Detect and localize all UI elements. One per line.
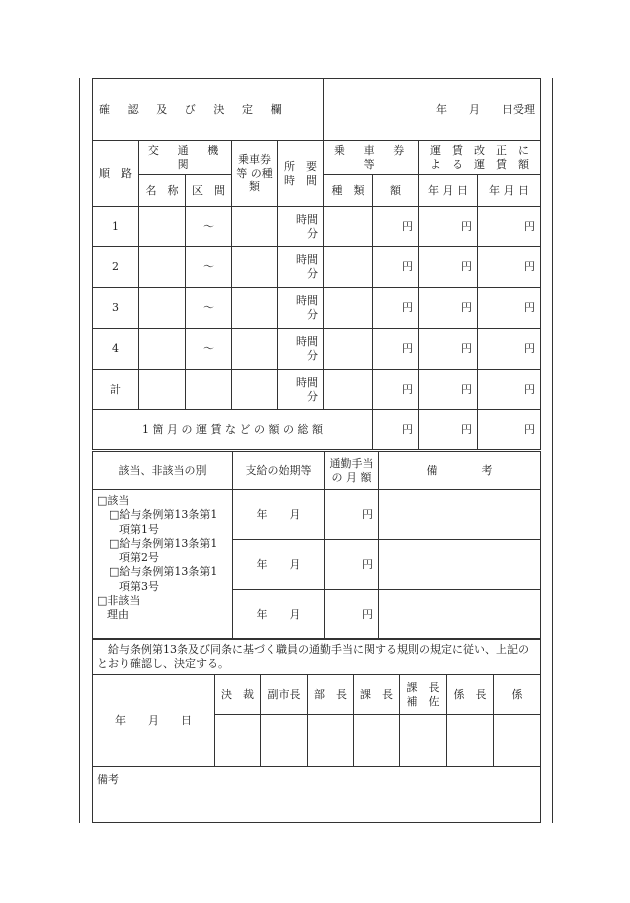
- col-time: 所 要 時 間: [278, 141, 324, 207]
- start-ym: 年 月: [233, 540, 325, 590]
- amount-cell: 円: [373, 288, 419, 329]
- col-monthly: 通勤手当 の 月 額: [325, 452, 379, 490]
- col-revision: 運 賃 改 正 に よ る 運 賃 額: [419, 141, 541, 175]
- name-cell: [139, 288, 186, 329]
- confirmation-title: 確 認 及 び 決 定 欄: [93, 79, 324, 141]
- checkbox-item-1[interactable]: □給与条例第13条第1: [109, 508, 218, 522]
- col-ticket: 乗 車 券 等: [324, 141, 419, 175]
- stamp-label-director: 部 長: [308, 675, 354, 715]
- col-ymd-2: 年 月 日: [478, 175, 541, 207]
- col-route: 順 路: [93, 141, 139, 207]
- name-cell: [139, 329, 186, 370]
- remarks-cell: [379, 490, 541, 540]
- amount-cell: 円: [373, 247, 419, 288]
- ticket-kind-cell: [232, 247, 278, 288]
- revision-amount-cell: 円: [419, 370, 478, 410]
- monthly-total-label: 1 箇 月 の 運 賃 な ど の 額 の 総 額: [93, 410, 373, 450]
- decision-table: [92, 638, 541, 823]
- stamp-box[interactable]: [261, 715, 308, 767]
- monthly-total-revision-1: 円: [419, 410, 478, 450]
- section-cell: ～: [186, 207, 232, 247]
- section-cell: ～: [186, 288, 232, 329]
- col-name: 名 称: [139, 175, 186, 207]
- checkbox-applicable[interactable]: □該当: [97, 494, 130, 507]
- received-date: 年 月 日受理: [324, 79, 541, 141]
- monthly-total-amount: 円: [373, 410, 419, 450]
- row-number: 3: [93, 288, 139, 329]
- reason-label: 理由: [107, 608, 129, 622]
- col-remarks: 備 考: [379, 452, 541, 490]
- time-cell: 時間 分: [278, 207, 324, 247]
- revision-amount-cell: 円: [478, 329, 541, 370]
- amount-cell: 円: [373, 329, 419, 370]
- table-row: [93, 207, 541, 247]
- monthly-yen: 円: [325, 490, 379, 540]
- stamp-label-section-chief: 課 長: [354, 675, 400, 715]
- ticket-kind-cell: [232, 370, 278, 410]
- eligibility-table: [92, 451, 541, 640]
- time-cell: 時間 分: [278, 288, 324, 329]
- time-cell: 時間 分: [278, 370, 324, 410]
- ticket-kind-cell: [232, 207, 278, 247]
- stamp-box[interactable]: [447, 715, 494, 767]
- col-section: 区 間: [186, 175, 232, 207]
- start-ym: 年 月: [233, 490, 325, 540]
- table-row: [93, 288, 541, 329]
- remarks-cell: [379, 590, 541, 640]
- time-cell: 時間 分: [278, 329, 324, 370]
- col-applicable: 該当、非該当の別: [93, 452, 233, 490]
- start-ym: 年 月: [233, 590, 325, 640]
- table-row: [93, 247, 541, 288]
- checkbox-not-applicable[interactable]: □非該当: [97, 594, 141, 608]
- stamp-box[interactable]: [215, 715, 261, 767]
- stamp-label-assistant-chief: 課 長 補 佐: [400, 675, 447, 715]
- monthly-yen: 円: [325, 540, 379, 590]
- section-cell: ～: [186, 247, 232, 288]
- row-number: 1: [93, 207, 139, 247]
- ticket-kind-cell: [232, 288, 278, 329]
- revision-amount-cell: 円: [478, 370, 541, 410]
- stamp-box[interactable]: [308, 715, 354, 767]
- kind-cell: [324, 288, 373, 329]
- col-transport: 交 通 機 関: [139, 141, 232, 175]
- checkbox-item-2[interactable]: □給与条例第13条第1: [109, 536, 218, 550]
- revision-amount-cell: 円: [478, 288, 541, 329]
- section-cell: [186, 370, 232, 410]
- route-table: [92, 78, 541, 450]
- item-2-sub: 項第2号: [119, 551, 159, 565]
- stamp-box[interactable]: [354, 715, 400, 767]
- stamp-label-staff: 係: [494, 675, 541, 715]
- col-ymd-1: 年 月 日: [419, 175, 478, 207]
- kind-cell: [324, 329, 373, 370]
- right-binding-line: [552, 78, 553, 823]
- stamp-label-approval: 決 裁: [215, 675, 261, 715]
- table-row-total: [93, 370, 541, 410]
- col-kind: 種 類: [324, 175, 373, 207]
- revision-amount-cell: 円: [419, 288, 478, 329]
- ticket-kind-cell: [232, 329, 278, 370]
- table-row: [93, 329, 541, 370]
- revision-amount-cell: 円: [478, 207, 541, 247]
- remarks-label: 備考: [97, 773, 119, 786]
- monthly-total-row: [93, 410, 541, 450]
- name-cell: [139, 247, 186, 288]
- item-3-sub: 項第3号: [119, 579, 159, 593]
- col-start: 支給の始期等: [233, 452, 325, 490]
- name-cell: [139, 370, 186, 410]
- monthly-total-revision-2: 円: [478, 410, 541, 450]
- col-amount: 額: [373, 175, 419, 207]
- stamp-box[interactable]: [400, 715, 447, 767]
- amount-cell: 円: [373, 207, 419, 247]
- monthly-yen: 円: [325, 590, 379, 640]
- col-ticket-kind: 乗車券等 の種類: [232, 141, 278, 207]
- kind-cell: [324, 370, 373, 410]
- row-number: 4: [93, 329, 139, 370]
- decision-date: 年 月 日: [93, 675, 215, 767]
- revision-amount-cell: 円: [419, 247, 478, 288]
- total-label: 計: [93, 370, 139, 410]
- kind-cell: [324, 247, 373, 288]
- revision-amount-cell: 円: [478, 247, 541, 288]
- time-cell: 時間 分: [278, 247, 324, 288]
- stamp-label-deputy-mayor: 副市長: [261, 675, 308, 715]
- remarks-cell: [379, 540, 541, 590]
- decision-statement: 給与条例第13条及び同条に基づく職員の通勤手当に関する規則の規定に従い、上記のとおり確認し、決定する。: [93, 639, 541, 675]
- stamp-label-subsection-chief: 係 長: [447, 675, 494, 715]
- kind-cell: [324, 207, 373, 247]
- item-1-sub: 項第1号: [119, 522, 159, 536]
- checkbox-item-3[interactable]: □給与条例第13条第1: [109, 565, 218, 579]
- revision-amount-cell: 円: [419, 329, 478, 370]
- remarks-box[interactable]: [93, 767, 541, 823]
- row-number: 2: [93, 247, 139, 288]
- applicable-checklist: [93, 490, 233, 640]
- name-cell: [139, 207, 186, 247]
- amount-cell: 円: [373, 370, 419, 410]
- left-binding-line: [79, 78, 80, 823]
- stamp-box[interactable]: [494, 715, 541, 767]
- revision-amount-cell: 円: [419, 207, 478, 247]
- section-cell: ～: [186, 329, 232, 370]
